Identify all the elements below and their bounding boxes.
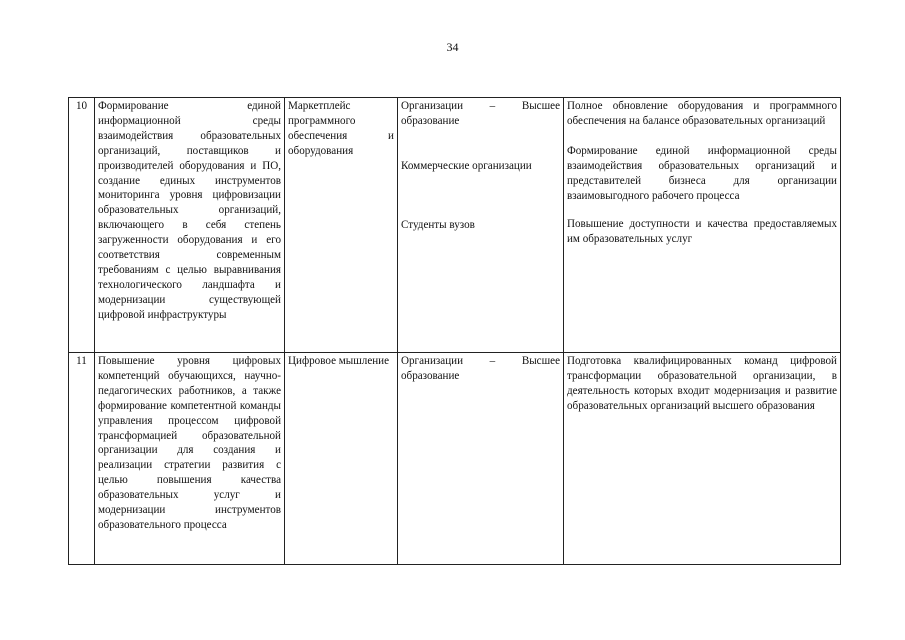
target-audience: Студенты вузов [401, 218, 475, 231]
expected-result: Подготовка квалифицированных команд цифровой трансформации образовательной организации, в деятельность которых входит модернизация и развитие образовательных организаций высшего образования [567, 355, 837, 412]
expected-result-cell [564, 98, 841, 353]
measure-description: Повышение уровня цифровых компетенций обучающихся, научно-педагогических работников, а также формирование компетентной команды управления процессом цифровой трансформацией образовательной организации для создания и реализации стратегии развития с целью повышения качества образовательных услуг и модернизации инструментов образовательного процесса [95, 353, 285, 565]
measures-table [68, 97, 841, 565]
page-number: 34 [446, 40, 459, 54]
expected-result: Повышение доступности и качества предоставляемых им образовательных услуг [567, 218, 837, 246]
target-audience: Организации – Высшее образование [401, 100, 560, 127]
expected-result: Формирование единой информационной среды взаимодействия образовательных организаций и представителей бизнеса для организации взаимовыгодного рабочего процесса [567, 144, 837, 202]
row-number: 10 [69, 98, 95, 353]
project-name: Цифровое мышление [285, 353, 398, 565]
target-audience-cell [398, 98, 564, 353]
table-row [69, 98, 841, 353]
row-number: 11 [69, 353, 95, 565]
target-audience: Организации – Высшее образование [401, 355, 560, 382]
measure-description: Формирование единой информационной среды взаимодействия образовательных организаций, поставщиков и производителей оборудования и ПО, создание единых инструментов мониторинга уровня цифровизации образовательных организаций, включающего в себя степень загруженности оборудования и его соответствия современным требованиям с целью выравнивания технологического ландшафта и модернизации существующей цифровой инфраструктуры [95, 98, 285, 353]
target-audience: Коммерческие организации [401, 159, 532, 172]
target-audience-cell [398, 353, 564, 565]
expected-result-cell [564, 353, 841, 565]
expected-result: Полное обновление оборудования и программного обеспечения на балансе образовательных организаций [567, 100, 837, 127]
table-row [69, 353, 841, 565]
project-name: Маркетплейс программного обеспечения и оборудования [285, 98, 398, 353]
